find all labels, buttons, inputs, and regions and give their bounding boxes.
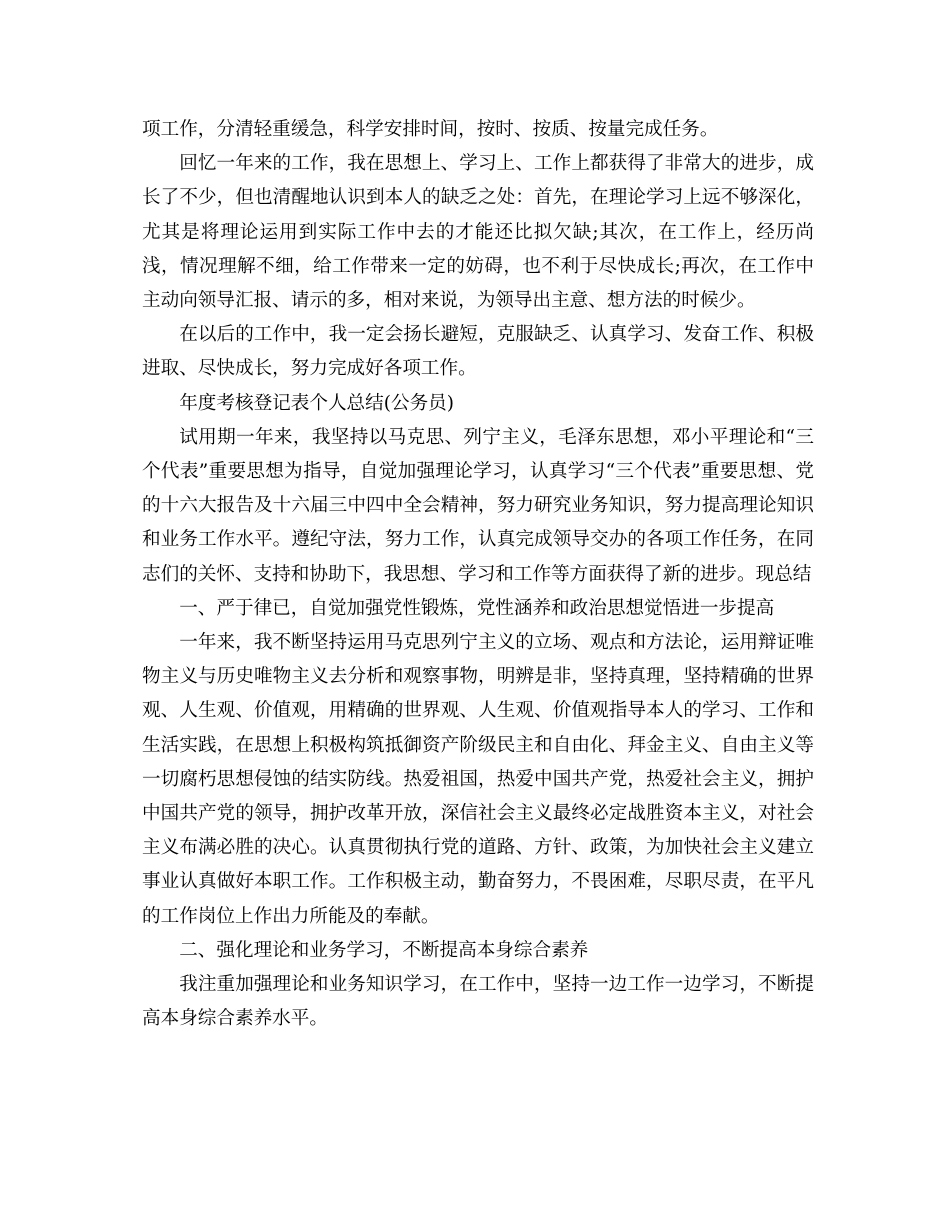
section-heading: 一、严于律已，自觉加强党性锻炼，党性涵养和政治思想觉悟进一步提高	[179, 597, 775, 619]
paragraph: 回忆一年来的工作，我在思想上、学习上、工作上都获得了非常大的进步，成长了不少，但也清醒地认识到本人的缺乏之处：首先，在理论学习上远不够深化，尤其是将理论运用到实际工作中去的才能还比拟欠缺;其次，在工作上，经历尚浅，情况理解不细，给工作带来一定的妨碍，也不利于尽快成长;再次，在工作中主动向领导汇报、请示的多，相对来说，为领导出主意、想方法的时候少。	[142, 153, 814, 312]
paragraph: 一年来，我不断坚持运用马克思列宁主义的立场、观点和方法论，运用辩证唯物主义与历史唯物主义去分析和观察事物，明辨是非，坚持真理，坚持精确的世界观、人生观、价值观，用精确的世界观、人生观、价值观指导本人的学习、工作和生活实践，在思想上积极构筑抵御资产阶级民主和自由化、拜金主义、自由主义等一切腐朽思想侵蚀的结实防线。热爱祖国，热爱中国共产党，热爱社会主义，拥护中国共产党的领导，拥护改革开放，深信社会主义最终必定战胜资本主义，对社会主义布满必胜的决心。认真贯彻执行党的道路、方针、政策，为加快社会主义建立事业认真做好本职工作。工作积极主动，勤奋努力，不畏困难，尽职尽责，在平凡的工作岗位上作出力所能及的奉献。	[142, 632, 814, 927]
paragraph: 试用期一年来，我坚持以马克思、列宁主义，毛泽东思想，邓小平理论和“三个代表”重要思想为指导，自觉加强理论学习，认真学习“三个代表”重要思想、党的十六大报告及十六届三中四中全会精神，努力研究业务知识，努力提高理论知识和业务工作水平。遵纪守法，努力工作，认真完成领导交办的各项工作任务，在同志们的关怀、支持和协助下，我思想、学习和工作等方面获得了新的进步。现总结	[142, 426, 814, 585]
paragraph: 项工作，分清轻重缓急，科学安排时间，按时、按质、按量完成任务。	[142, 119, 719, 140]
section-heading: 年度考核登记表个人总结(公务员)	[179, 392, 455, 414]
section-heading: 二、强化理论和业务学习，不断提高本身综合素养	[179, 939, 589, 961]
paragraph: 我注重加强理论和业务知识学习，在工作中，坚持一边工作一边学习，不断提高本身综合素养水平。	[142, 974, 814, 1030]
paragraph: 在以后的工作中，我一定会扬长避短，克服缺乏、认真学习、发奋工作、积极进取、尽快成长，努力完成好各项工作。	[142, 324, 814, 380]
document-body	[142, 113, 814, 1036]
